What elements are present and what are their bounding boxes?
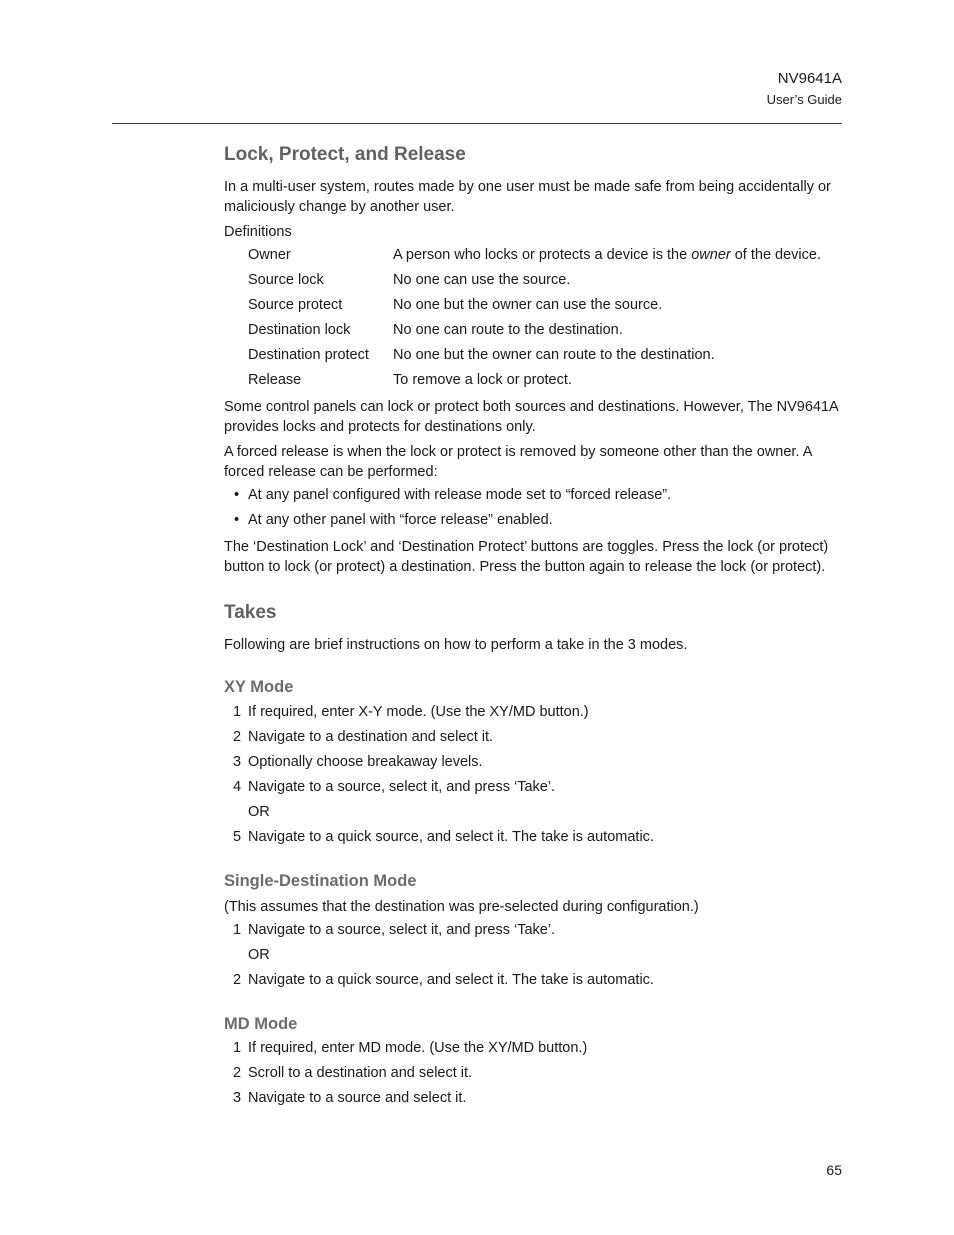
paragraph: Following are brief instructions on how to perform a take in the 3 modes. xyxy=(224,637,688,653)
step-or: OR xyxy=(248,947,270,963)
paragraph: (This assumes that the destination was pre-selected during configuration.) xyxy=(224,899,699,915)
definition-text: To remove a lock or protect. xyxy=(393,372,572,388)
step-number: 3 xyxy=(233,754,242,770)
step-text: Scroll to a destination and select it. xyxy=(248,1065,473,1081)
paragraph: maliciously change by another user. xyxy=(224,199,455,215)
paragraph: A forced release is when the lock or protect is removed by someone other than the owner. A xyxy=(224,444,813,460)
page-number: 65 xyxy=(826,1162,842,1178)
paragraph: button to lock (or protect) a destination. Press the button again to release the lock (or protect). xyxy=(224,559,826,575)
section-heading-takes: Takes xyxy=(224,602,277,623)
step-number: 5 xyxy=(233,829,242,845)
step-number: 1 xyxy=(233,704,242,720)
definition-text: No one can use the source. xyxy=(393,272,571,288)
subsection-heading-xy: XY Mode xyxy=(224,678,294,696)
definition-text: A person who locks or protects a device is the owner of the device. xyxy=(393,247,821,263)
step-text: If required, enter X-Y mode. (Use the XY/MD button.) xyxy=(248,704,589,720)
bullet-item: At any other panel with “force release” enabled. xyxy=(248,512,553,528)
step-number: 1 xyxy=(233,922,242,938)
bullet-icon: • xyxy=(234,487,240,503)
step-text: Navigate to a quick source, and select it. The take is automatic. xyxy=(248,972,654,988)
paragraph: In a multi-user system, routes made by one user must be made safe from being accidentally or xyxy=(224,179,831,195)
bullet-item: At any panel configured with release mode set to “forced release”. xyxy=(248,487,672,503)
step-number: 3 xyxy=(233,1090,242,1106)
definition-term: Source protect xyxy=(248,297,343,313)
definition-text: No one but the owner can use the source. xyxy=(393,297,663,313)
emphasis: owner xyxy=(691,247,731,263)
section-heading-lock: Lock, Protect, and Release xyxy=(224,144,466,165)
step-or: OR xyxy=(248,804,270,820)
paragraph: The ‘Destination Lock’ and ‘Destination Protect’ buttons are toggles. Press the lock (or protect) xyxy=(224,539,829,555)
step-text: Navigate to a source and select it. xyxy=(248,1090,467,1106)
step-text: Optionally choose breakaway levels. xyxy=(248,754,483,770)
step-number: 1 xyxy=(233,1040,242,1056)
step-text: Navigate to a destination and select it. xyxy=(248,729,494,745)
step-text: Navigate to a source, select it, and press ‘Take’. xyxy=(248,779,556,795)
paragraph: Some control panels can lock or protect both sources and destinations. However, The NV9641A xyxy=(224,399,839,415)
step-number: 4 xyxy=(233,779,242,795)
step-number: 2 xyxy=(233,729,242,745)
subsection-heading-md: MD Mode xyxy=(224,1015,298,1033)
definition-text: No one can route to the destination. xyxy=(393,322,623,338)
step-text: Navigate to a quick source, and select it. The take is automatic. xyxy=(248,829,654,845)
definition-term: Release xyxy=(248,372,302,388)
bullet-icon: • xyxy=(234,512,240,528)
definition-term: Destination lock xyxy=(248,322,351,338)
paragraph: forced release can be performed: xyxy=(224,464,438,480)
step-number: 2 xyxy=(233,1065,242,1081)
definitions-label: Definitions xyxy=(224,224,292,240)
step-number: 2 xyxy=(233,972,242,988)
definition-term: Destination protect xyxy=(248,347,369,363)
doc-title: NV9641A xyxy=(777,70,842,87)
subsection-heading-single: Single-Destination Mode xyxy=(224,872,417,890)
step-text: Navigate to a source, select it, and press ‘Take’. xyxy=(248,922,556,938)
paragraph: provides locks and protects for destinations only. xyxy=(224,419,536,435)
doc-subtitle: User’s Guide xyxy=(766,92,842,107)
definition-term: Owner xyxy=(248,247,291,263)
definition-term: Source lock xyxy=(248,272,324,288)
header-rule xyxy=(112,123,842,124)
definition-text: No one but the owner can route to the destination. xyxy=(393,347,715,363)
step-text: If required, enter MD mode. (Use the XY/MD button.) xyxy=(248,1040,588,1056)
